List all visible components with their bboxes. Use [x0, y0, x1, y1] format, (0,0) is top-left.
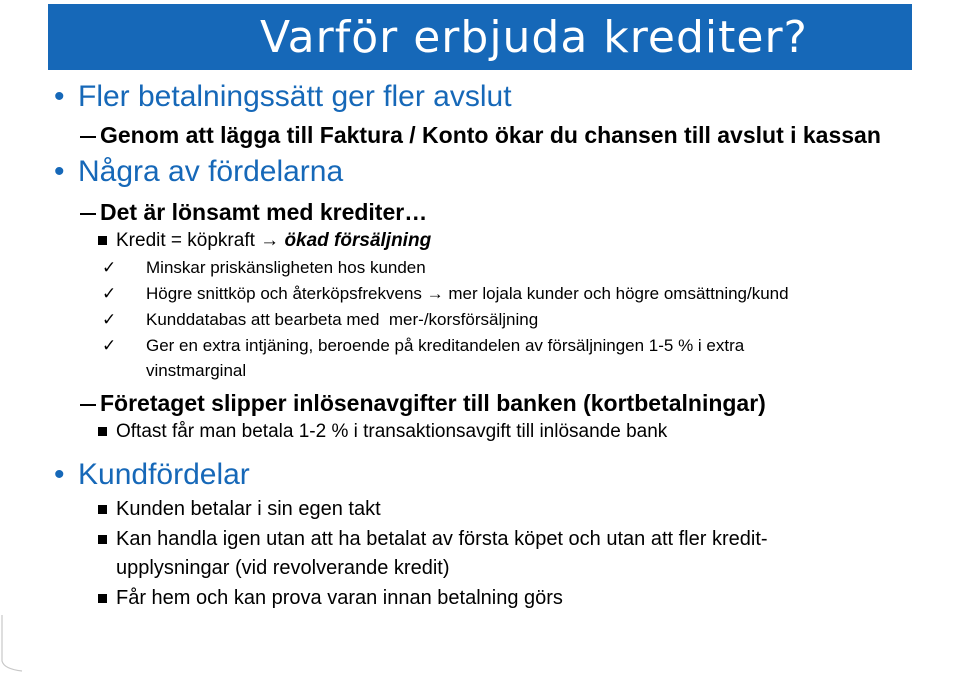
arrow-right-icon: → — [260, 230, 280, 251]
item-text: Kredit = köpkraft — [116, 230, 255, 251]
checkmark-icon: ✓ — [102, 284, 117, 304]
sub-bullet-text: Det är lönsamt med krediter… — [100, 199, 428, 225]
item-text: Kan handla igen utan att ha betalat av första köpet och utan att fler kredit- — [116, 528, 768, 550]
dash-bullet-icon — [80, 404, 96, 406]
square-bullet-icon — [98, 427, 107, 436]
item-text: Kunden betalar i sin egen takt — [116, 498, 381, 520]
checkmark-icon: ✓ — [102, 310, 117, 330]
bullet-text: Några av fördelarna — [78, 155, 344, 188]
sub-bullet-text: Företaget slipper inlösenavgifter till banken (kortbetalningar) — [100, 390, 766, 416]
checkmark-icon: ✓ — [102, 258, 117, 278]
square-bullet-icon — [98, 535, 107, 544]
dash-bullet-icon — [80, 136, 96, 138]
disc-bullet-icon: • — [54, 155, 65, 188]
bullet-text: Fler betalningssätt ger fler avslut — [78, 80, 512, 113]
item-emphasis: ökad försäljning — [284, 230, 432, 251]
dash-bullet-icon — [80, 213, 96, 215]
item-text-continued: upplysningar (vid revolverande kredit) — [116, 557, 450, 579]
check-text-continued: mer lojala kunder och högre omsättning/kund — [448, 284, 789, 303]
square-bullet-icon — [98, 594, 107, 603]
disc-bullet-icon: • — [54, 80, 65, 113]
check-text: Kunddatabas att bearbeta med mer-/korsförsäljning — [146, 310, 539, 329]
sub-bullet-text: Genom att lägga till Faktura / Konto ökar du chansen till avslut i kassan — [100, 122, 881, 148]
arrow-right-icon: → — [426, 284, 444, 303]
square-bullet-icon — [98, 236, 107, 245]
bullet-text: Kundfördelar — [78, 458, 250, 491]
item-text: Oftast får man betala 1-2 % i transaktionsavgift till inlösande bank — [116, 421, 668, 442]
check-text: Högre snittköp och återköpsfrekvens — [146, 284, 422, 303]
disc-bullet-icon: • — [54, 458, 65, 491]
check-text-continued: vinstmarginal — [146, 361, 247, 380]
check-text: Ger en extra intjäning, beroende på kreditandelen av försäljningen 1-5 % i extra — [146, 336, 745, 355]
item-text: Får hem och kan prova varan innan betalning görs — [116, 587, 563, 609]
slide-title: Varför erbjuda krediter? — [260, 12, 808, 63]
check-text: Minskar priskänsligheten hos kunden — [146, 258, 426, 277]
square-bullet-icon — [98, 505, 107, 514]
checkmark-icon: ✓ — [102, 336, 117, 356]
